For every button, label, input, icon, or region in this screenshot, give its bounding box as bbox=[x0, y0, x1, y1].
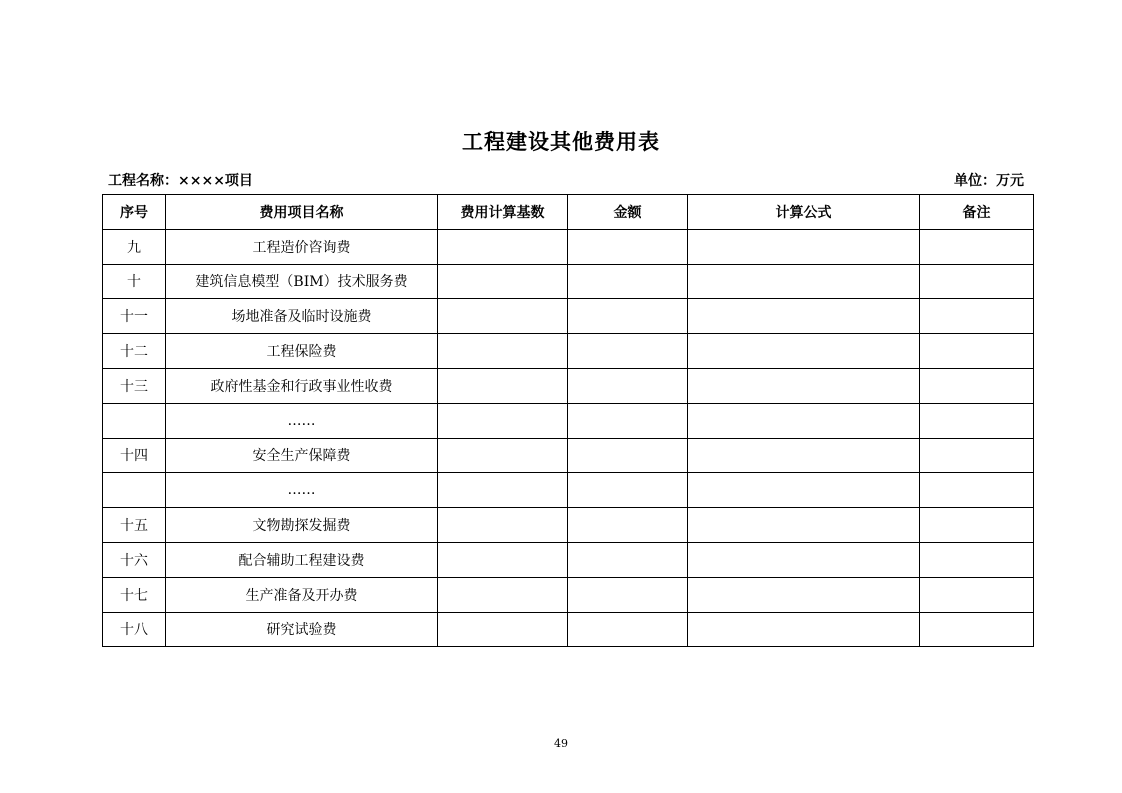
table-row bbox=[103, 368, 1034, 403]
row-formula-cell bbox=[688, 403, 920, 438]
table-row bbox=[103, 577, 1034, 612]
row-base-cell bbox=[438, 264, 568, 299]
row-serial bbox=[103, 473, 166, 508]
header-base: 费用计算基数 bbox=[438, 195, 568, 230]
row-base-cell bbox=[438, 473, 568, 508]
row-base-cell bbox=[438, 542, 568, 577]
row-remark-cell bbox=[920, 403, 1034, 438]
header-formula: 计算公式 bbox=[688, 195, 920, 230]
row-item-name: 配合辅助工程建设费 bbox=[166, 542, 438, 577]
row-item-name: 文物勘探发掘费 bbox=[166, 508, 438, 543]
row-item-name: 建筑信息模型（BIM）技术服务费 bbox=[166, 264, 438, 299]
table-row bbox=[103, 403, 1034, 438]
row-remark-cell bbox=[920, 299, 1034, 334]
row-remark-cell bbox=[920, 334, 1034, 369]
row-remark-cell bbox=[920, 438, 1034, 473]
table-row bbox=[103, 299, 1034, 334]
row-item-name: …… bbox=[166, 403, 438, 438]
row-formula-cell bbox=[688, 334, 920, 369]
row-amount-cell bbox=[568, 508, 688, 543]
row-serial: 十六 bbox=[103, 542, 166, 577]
row-formula-cell bbox=[688, 299, 920, 334]
table-row bbox=[103, 264, 1034, 299]
row-serial: 十二 bbox=[103, 334, 166, 369]
row-amount-cell bbox=[568, 542, 688, 577]
unit-label: 单位：万元 bbox=[954, 173, 1024, 189]
row-amount-cell bbox=[568, 577, 688, 612]
row-amount-cell bbox=[568, 473, 688, 508]
row-item-name: 研究试验费 bbox=[166, 612, 438, 647]
row-amount-cell bbox=[568, 438, 688, 473]
fee-table bbox=[102, 194, 1034, 647]
row-formula-cell bbox=[688, 473, 920, 508]
row-serial bbox=[103, 403, 166, 438]
row-remark-cell bbox=[920, 473, 1034, 508]
row-amount-cell bbox=[568, 403, 688, 438]
row-serial: 十四 bbox=[103, 438, 166, 473]
row-amount-cell bbox=[568, 299, 688, 334]
row-serial: 十一 bbox=[103, 299, 166, 334]
table-row bbox=[103, 612, 1034, 647]
row-item-name: 安全生产保障费 bbox=[166, 438, 438, 473]
row-base-cell bbox=[438, 508, 568, 543]
row-formula-cell bbox=[688, 612, 920, 647]
row-remark-cell bbox=[920, 508, 1034, 543]
row-base-cell bbox=[438, 229, 568, 264]
row-amount-cell bbox=[568, 229, 688, 264]
row-serial: 十三 bbox=[103, 368, 166, 403]
row-amount-cell bbox=[568, 264, 688, 299]
header-amount: 金额 bbox=[568, 195, 688, 230]
project-name: 工程名称：××××项目 bbox=[108, 173, 253, 189]
row-remark-cell bbox=[920, 612, 1034, 647]
row-remark-cell bbox=[920, 542, 1034, 577]
table-row bbox=[103, 229, 1034, 264]
row-base-cell bbox=[438, 403, 568, 438]
row-formula-cell bbox=[688, 438, 920, 473]
row-serial: 九 bbox=[103, 229, 166, 264]
table-row bbox=[103, 473, 1034, 508]
page-number: 49 bbox=[554, 737, 568, 750]
table-row bbox=[103, 334, 1034, 369]
row-amount-cell bbox=[568, 368, 688, 403]
row-serial: 十 bbox=[103, 264, 166, 299]
row-base-cell bbox=[438, 334, 568, 369]
row-item-name: 工程保险费 bbox=[166, 334, 438, 369]
row-item-name: 生产准备及开办费 bbox=[166, 577, 438, 612]
header-serial: 序号 bbox=[103, 195, 166, 230]
row-base-cell bbox=[438, 299, 568, 334]
table-row bbox=[103, 438, 1034, 473]
header-item-name: 费用项目名称 bbox=[166, 195, 438, 230]
row-formula-cell bbox=[688, 368, 920, 403]
row-serial: 十五 bbox=[103, 508, 166, 543]
row-base-cell bbox=[438, 368, 568, 403]
page-title: 工程建设其他费用表 bbox=[462, 129, 660, 154]
table-row bbox=[103, 508, 1034, 543]
row-item-name: 政府性基金和行政事业性收费 bbox=[166, 368, 438, 403]
row-formula-cell bbox=[688, 229, 920, 264]
row-remark-cell bbox=[920, 264, 1034, 299]
row-formula-cell bbox=[688, 542, 920, 577]
header-remark: 备注 bbox=[920, 195, 1034, 230]
row-item-name: …… bbox=[166, 473, 438, 508]
row-serial: 十八 bbox=[103, 612, 166, 647]
row-base-cell bbox=[438, 612, 568, 647]
row-serial: 十七 bbox=[103, 577, 166, 612]
row-amount-cell bbox=[568, 612, 688, 647]
row-remark-cell bbox=[920, 368, 1034, 403]
row-item-name: 场地准备及临时设施费 bbox=[166, 299, 438, 334]
row-amount-cell bbox=[568, 334, 688, 369]
table-row bbox=[103, 542, 1034, 577]
row-item-name: 工程造价咨询费 bbox=[166, 229, 438, 264]
row-base-cell bbox=[438, 438, 568, 473]
row-remark-cell bbox=[920, 229, 1034, 264]
row-base-cell bbox=[438, 577, 568, 612]
row-formula-cell bbox=[688, 508, 920, 543]
row-formula-cell bbox=[688, 577, 920, 612]
row-formula-cell bbox=[688, 264, 920, 299]
table-header-row bbox=[103, 195, 1034, 230]
row-remark-cell bbox=[920, 577, 1034, 612]
